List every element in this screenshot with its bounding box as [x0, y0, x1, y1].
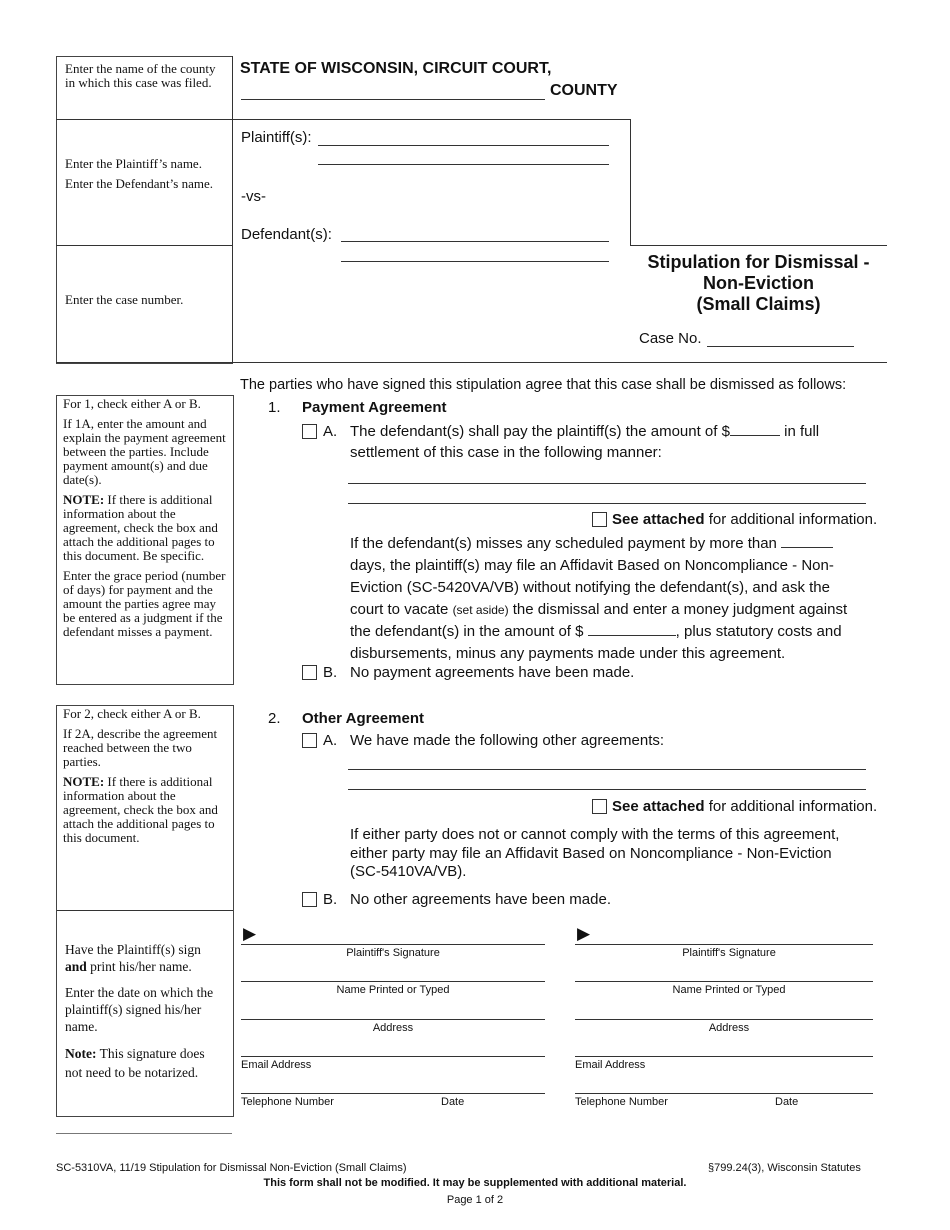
para-text: (SC-5410VA/VB). — [350, 863, 467, 880]
plaintiff-field-2[interactable] — [318, 164, 609, 165]
payment-manner-line[interactable] — [348, 483, 866, 484]
defendant-label: Defendant(s): — [241, 226, 332, 243]
section2-see-attached — [612, 798, 877, 815]
para-text: days, the plaintiff(s) may file an Affidavit Based on Noncompliance - Non- — [350, 557, 834, 574]
option-b-label: B. — [323, 664, 338, 681]
title-line: (Small Claims) — [696, 294, 821, 314]
email-label: Email Address — [241, 1059, 312, 1071]
section2-instructions — [56, 705, 234, 1117]
instruction-column-header — [56, 56, 233, 364]
section2-paragraph — [350, 826, 839, 882]
instruction-text: If 2A, describe the agreement reached between the two parties. — [63, 726, 218, 769]
judgment-amount-field[interactable] — [588, 635, 676, 636]
phone-date-line-1[interactable] — [241, 1093, 545, 1094]
para-text: the dismissal and enter a money judgment against — [508, 601, 848, 618]
defendant-instruction: Enter the Defendant’s name. — [65, 176, 213, 191]
instruction-text: Enter the date on which the plaintiff(s) signed his/her name. — [65, 985, 214, 1034]
email-label: Email Address — [575, 1059, 646, 1071]
option-b-label: B. — [323, 891, 338, 908]
county-field[interactable] — [241, 99, 545, 100]
see-attached-bold: See attached — [612, 511, 705, 528]
arrow-icon: ▶ — [243, 924, 257, 943]
other-agreement-line[interactable] — [348, 789, 866, 790]
see-attached-text: for additional information. — [704, 511, 878, 528]
signature-instructions — [65, 941, 225, 1088]
county-label: COUNTY — [550, 82, 618, 99]
note-text: If there is additional information about the agreement, check the box and attach the additional pages to this document. — [63, 774, 218, 845]
phone-date-line-2[interactable] — [575, 1093, 873, 1094]
instruction-text: If 1A, enter the amount and explain the payment agreement between the parties. Include payment amount(s) and due date(s). — [63, 416, 226, 487]
form-id: SC-5310VA, 11/19 Stipulation for Dismissal Non-Eviction (Small Claims) — [56, 1162, 407, 1174]
instruction-bold: and — [65, 959, 87, 974]
intro-text: The parties who have signed this stipulation agree that this case shall be dismissed as follows: — [240, 377, 847, 393]
page-number: Page 1 of 2 — [446, 1194, 504, 1206]
case-no-field[interactable] — [707, 346, 854, 347]
a-text-end: in full — [779, 423, 820, 440]
section1-paragraph — [350, 533, 847, 665]
para-text: If either party does not or cannot comply with the terms of this agreement, — [350, 826, 840, 843]
section2-b-checkbox[interactable] — [302, 892, 317, 907]
vs-label: -vs- — [241, 188, 266, 205]
para-text: Eviction (SC-5420VA/VB) without notifying the defendant(s), and ask the — [350, 579, 830, 596]
option-a-label: A. — [323, 732, 338, 749]
title-line: Stipulation for Dismissal - — [647, 252, 870, 272]
email-line-2[interactable] — [575, 1056, 873, 1057]
a-text: The defendant(s) shall pay the plaintiff(s) the amount of $ — [350, 423, 730, 440]
parties-instruction — [65, 157, 225, 197]
name-line-2[interactable] — [575, 981, 873, 982]
section1-see-attached — [612, 511, 877, 528]
section1-b-text: No payment agreements have been made. — [350, 664, 635, 681]
address-line-2[interactable] — [575, 1019, 873, 1020]
plaintiff-field[interactable] — [318, 145, 609, 146]
see-attached-bold: See attached — [612, 798, 705, 815]
county-instruction: Enter the name of the county in which this case was filed. — [65, 61, 216, 90]
defendant-field[interactable] — [341, 241, 609, 242]
para-text: If the defendant(s) misses any scheduled payment by more than — [350, 535, 777, 552]
court-heading: STATE OF WISCONSIN, CIRCUIT COURT, — [240, 60, 552, 77]
payment-manner-line[interactable] — [348, 503, 866, 504]
section2-title: Other Agreement — [302, 710, 424, 727]
date-label: Date — [441, 1096, 465, 1108]
phone-label: Telephone Number — [575, 1096, 668, 1108]
name-label: Name Printed or Typed — [336, 984, 450, 996]
signature-label: Plaintiff's Signature — [346, 947, 440, 959]
form-title — [630, 252, 887, 315]
name-line-1[interactable] — [241, 981, 545, 982]
other-agreement-line[interactable] — [348, 769, 866, 770]
plaintiff-instruction: Enter the Plaintiff’s name. — [65, 156, 202, 171]
case-number-instruction: Enter the case number. — [65, 292, 184, 307]
modification-notice: This form shall not be modified. It may be supplemented with additional material. — [263, 1177, 687, 1189]
address-label: Address — [372, 1022, 414, 1034]
option-a-label: A. — [323, 423, 338, 440]
phone-label: Telephone Number — [241, 1096, 334, 1108]
note-label: Note: — [65, 1046, 97, 1061]
instruction-note — [63, 775, 227, 845]
arrow-icon: ▶ — [577, 924, 591, 943]
para-text: , plus statutory costs and — [675, 623, 842, 640]
para-text: court to vacate — [350, 601, 453, 618]
divider — [56, 1133, 232, 1134]
section1-a-text-2: settlement of this case in the following manner: — [350, 444, 662, 461]
amount-field[interactable] — [730, 435, 780, 436]
section1-see-attached-checkbox[interactable] — [592, 512, 607, 527]
para-text: disbursements, minus any payments made under this agreement. — [350, 645, 786, 662]
instruction-text: For 2, check either A or B. — [63, 706, 201, 721]
section2-see-attached-checkbox[interactable] — [592, 799, 607, 814]
grace-days-field[interactable] — [781, 547, 833, 548]
address-label: Address — [708, 1022, 750, 1034]
para-text: either party may file an Affidavit Based on Noncompliance - Non-Eviction — [350, 844, 832, 862]
address-line-1[interactable] — [241, 1019, 545, 1020]
note-label: NOTE: — [63, 774, 105, 789]
para-text: the defendant(s) in the amount of $ — [350, 623, 584, 640]
see-attached-text: for additional information. — [704, 798, 878, 815]
section1-a-text — [350, 423, 819, 440]
section2-b-text: No other agreements have been made. — [350, 891, 611, 908]
signature-line-1[interactable] — [241, 944, 545, 945]
section2-number: 2. — [268, 710, 281, 727]
note-label: NOTE: — [63, 492, 105, 507]
instruction-text: Enter the grace period (number of days) for payment and the amount the parties agree may be entered as a judgment if the defendant misses a payment. — [63, 568, 226, 639]
signature-label: Plaintiff's Signature — [682, 947, 776, 959]
instruction-text: For 1, check either A or B. — [63, 396, 201, 411]
instruction-text: print his/her name. — [86, 959, 192, 974]
para-small: (set aside) — [452, 603, 509, 617]
note-text: This signature does not need to be notarized. — [65, 1046, 205, 1080]
date-label: Date — [775, 1096, 799, 1108]
instruction-note — [63, 493, 227, 563]
case-no-label: Case No. — [639, 330, 702, 347]
title-line: Non-Eviction — [703, 273, 814, 293]
note-text: If there is additional information about the agreement, check the box and attach the additional pages to this document. Be specific. — [63, 492, 218, 563]
section1-b-checkbox[interactable] — [302, 665, 317, 680]
plaintiff-label: Plaintiff(s): — [241, 129, 312, 146]
name-label: Name Printed or Typed — [672, 984, 786, 996]
defendant-field-2[interactable] — [341, 261, 609, 262]
section1-title: Payment Agreement — [302, 399, 447, 416]
section1-instructions — [56, 395, 234, 685]
instruction-text: Have the Plaintiff(s) sign — [65, 942, 201, 957]
section2-a-text: We have made the following other agreements: — [350, 732, 665, 749]
section2-a-checkbox[interactable] — [302, 733, 317, 748]
signature-line-2[interactable] — [575, 944, 873, 945]
email-line-1[interactable] — [241, 1056, 545, 1057]
section1-a-checkbox[interactable] — [302, 424, 317, 439]
statute-reference: §799.24(3), Wisconsin Statutes — [708, 1162, 861, 1174]
section1-number: 1. — [268, 399, 281, 416]
